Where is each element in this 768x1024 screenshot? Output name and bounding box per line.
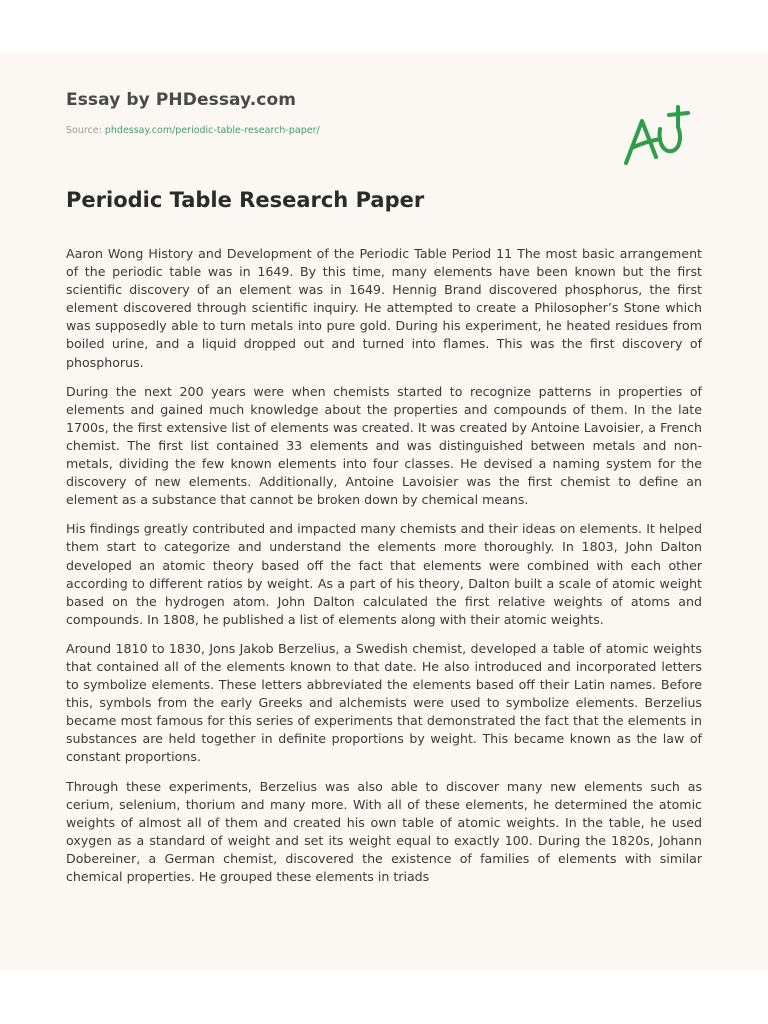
page-title: Periodic Table Research Paper — [66, 188, 425, 212]
paragraph: Aaron Wong History and Development of the Periodic Table Period 11 The most basic arrangement of the periodic table was in 1649. By this time, many elements have been known but the first scientific discovery of an element was in 1649. Hennig Brand discovered phosphorus, the first element discovered through scientific inquiry. He attempted to create a Philosopher’s Stone which was supposedly able to turn metals into pure gold. During his experiment, he heated residues from boiled urine, and a liquid dropped out and turned into flames. This was the first discovery of phosphorus. — [66, 246, 702, 370]
paragraph: Through these experiments, Berzelius was also able to discover many new elements such as cerium, selenium, thorium and many more. With all of these elements, he determined the atomic weights of almost all of them and created his own table of atomic weights. In the table, he used oxygen as a standard of weight and set its weight equal to exactly 100. During the 1820s, Johann Dobereiner, a German chemist, discovered the existence of families of elements with similar chemical properties. He grouped these elements in triads — [66, 778, 702, 884]
document-page — [0, 52, 768, 970]
paragraph: During the next 200 years were when chemists started to recognize patterns in properties of elements and gained much knowledge about the properties and compounds of them. In the late 1700s, the first extensive list of elements was created. It was created by Antoine Lavoisier, a French chemist. The first list contained 33 elements and was distinguished between metals and non-metals, dividing the few known elements into four classes. He devised a naming system for the discovery of new elements. Additionally, Antoine Lavoisier was the first chemist to define an element as a substance that cannot be broken down by chemical means. — [66, 383, 702, 508]
essay-body — [66, 245, 702, 897]
paragraph: His findings greatly contributed and impacted many chemists and their ideas on elements. It helped them start to categorize and understand the elements more thoroughly. In 1803, John Dalton developed an atomic theory based off the fact that elements were combined with each other according to different ratios by weight. As a part of his theory, Dalton built a scale of atomic weight based on the hydrogen atom. John Dalton calculated the first relative weights of atoms and compounds. In 1808, he published a list of elements along with their atomic weights. — [66, 521, 702, 627]
source-line — [66, 125, 320, 136]
paragraph: Around 1810 to 1830, Jons Jakob Berzelius, a Swedish chemist, developed a table of atomic weights that contained all of the elements known to that date. He also introduced and incorporated letters to symbolize elements. These letters abbreviated the elements based off their Latin names. Before this, symbols from the early Greeks and alchemists were used to symbolize elements. Berzelius became most famous for this series of experiments that demonstrated the fact that the elements in substances are held together in definite proportions by weight. This became known as the law of constant proportions. — [66, 640, 702, 765]
a-plus-logo-icon — [620, 99, 700, 169]
brand-header: Essay by PHDessay.com — [66, 90, 297, 110]
source-link[interactable]: phdessay.com/periodic-table-research-paper/ — [104, 125, 320, 136]
source-label: Source: — [66, 125, 105, 136]
